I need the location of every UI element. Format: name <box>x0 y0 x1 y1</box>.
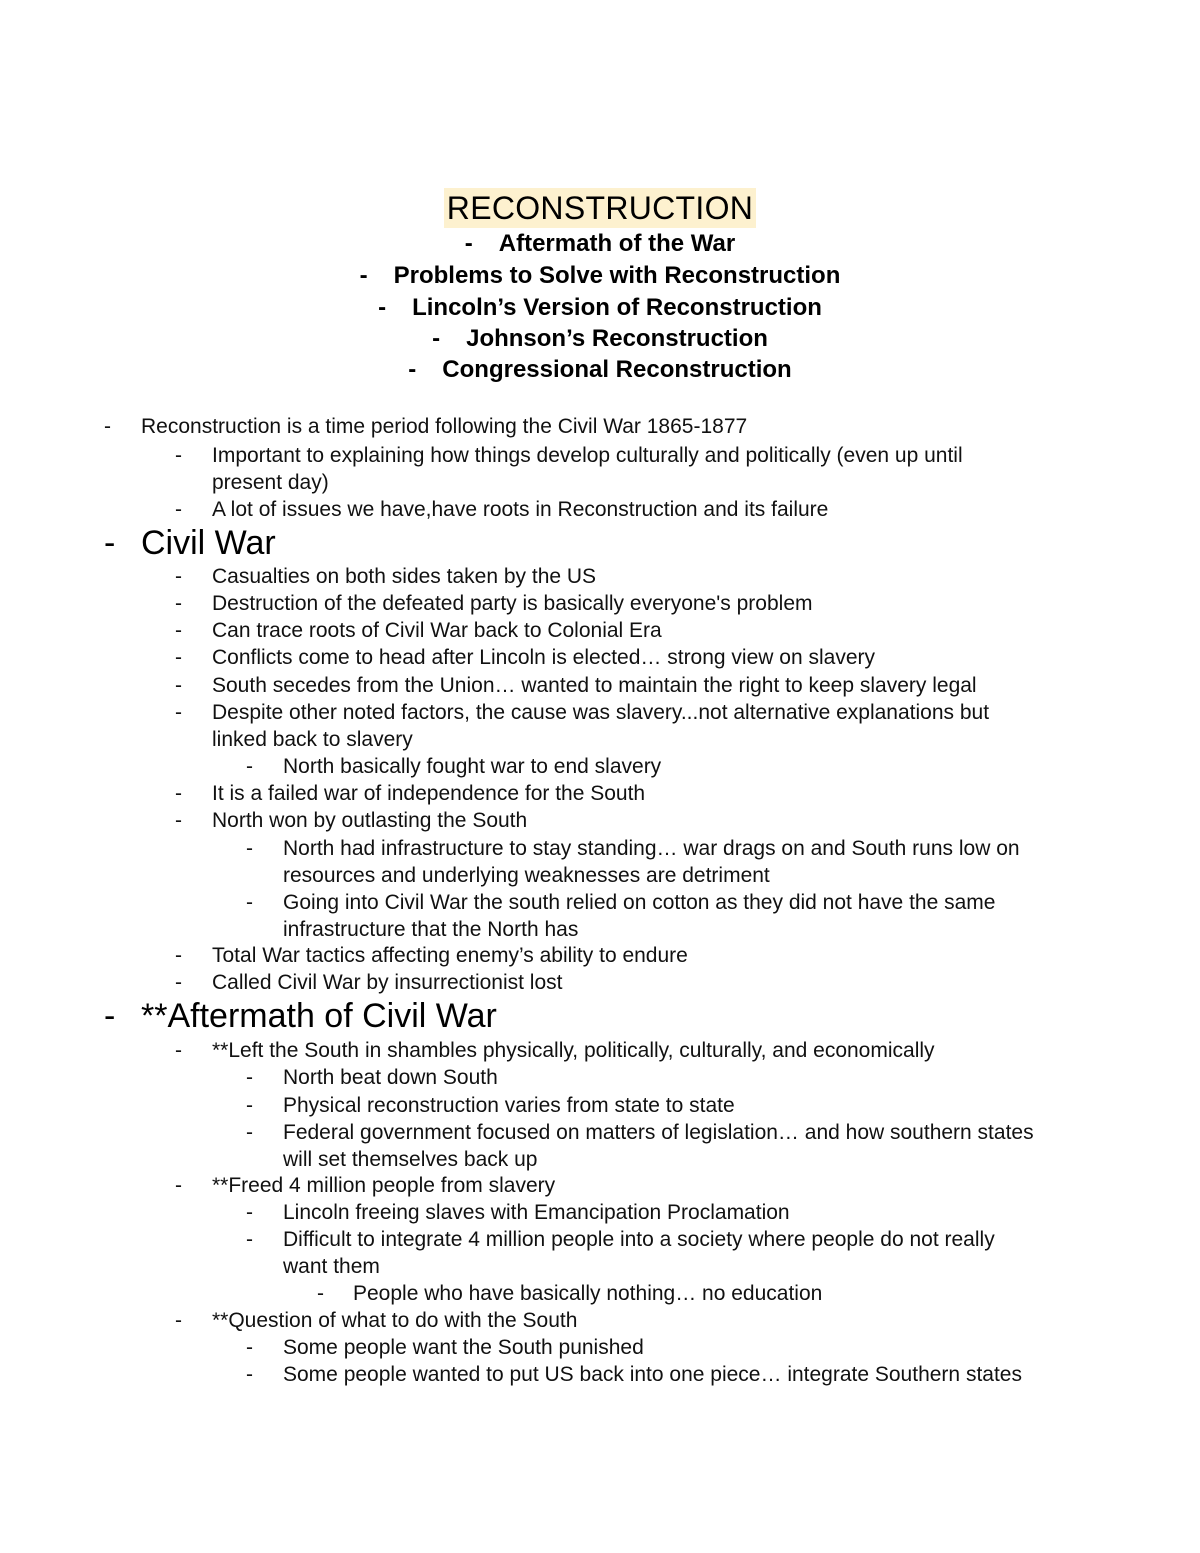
section-heading-civil-war: Civil War <box>141 524 276 562</box>
list-item-cont: will set themselves back up <box>283 1148 538 1171</box>
bullet-dash: - <box>246 1336 253 1359</box>
list-item: Physical reconstruction varies from state to state <box>283 1094 735 1117</box>
bullet-dash: - <box>175 1174 182 1197</box>
list-item-cont: infrastructure that the North has <box>283 918 579 941</box>
bullet-dash: - <box>175 809 182 832</box>
bullet-dash: - <box>175 444 182 467</box>
bullet-dash: - <box>175 592 182 615</box>
title-block <box>0 188 1200 228</box>
bullet-dash: - <box>175 782 182 805</box>
list-item-cont: want them <box>283 1255 380 1278</box>
list-item: **Question of what to do with the South <box>212 1309 578 1332</box>
bullet-dash: - <box>175 674 182 697</box>
bullet-dash: - <box>175 1039 182 1062</box>
bullet-dash: - <box>175 619 182 642</box>
bullet-dash: - <box>175 565 182 588</box>
list-item: Federal government focused on matters of legislation… and how southern states <box>283 1121 1034 1144</box>
list-item: North beat down South <box>283 1066 498 1089</box>
list-item: Some people want the South punished <box>283 1336 644 1359</box>
list-item: North won by outlasting the South <box>212 809 528 832</box>
list-item: South secedes from the Union… wanted to maintain the right to keep slavery legal <box>212 674 977 697</box>
bullet-dash: - <box>175 646 182 669</box>
list-item: Total War tactics affecting enemy’s ability to endure <box>212 944 688 967</box>
bullet-dash: - <box>246 1121 253 1144</box>
list-item: **Left the South in shambles physically, politically, culturally, and economically <box>212 1039 935 1062</box>
list-item-cont: linked back to slavery <box>212 728 413 751</box>
list-item: Called Civil War by insurrectionist lost <box>212 971 563 994</box>
bullet-dash: - <box>246 1066 253 1089</box>
heading-dash: - <box>104 997 116 1035</box>
list-item: North basically fought war to end slavery <box>283 755 662 778</box>
list-item: North had infrastructure to stay standing… war drags on and South runs low on <box>283 837 1020 860</box>
list-item: Lincoln freeing slaves with Emancipation Proclamation <box>283 1201 790 1224</box>
bullet-dash: - <box>246 755 253 778</box>
bullet-dash: - <box>317 1282 324 1305</box>
bullet-dash: - <box>246 1201 253 1224</box>
toc-item: - Congressional Reconstruction <box>408 356 792 383</box>
bullet-dash: - <box>104 415 111 438</box>
intro-item-cont: present day) <box>212 471 329 494</box>
bullet-dash: - <box>246 837 253 860</box>
toc-item: - Johnson’s Reconstruction <box>432 325 768 352</box>
toc-item: - Aftermath of the War <box>464 230 736 257</box>
list-item: **Freed 4 million people from slavery <box>212 1174 556 1197</box>
list-item: Difficult to integrate 4 million people into a society where people do not really <box>283 1228 995 1251</box>
list-item: Destruction of the defeated party is basically everyone's problem <box>212 592 813 615</box>
bullet-dash: - <box>175 701 182 724</box>
bullet-dash: - <box>175 1309 182 1332</box>
bullet-dash: - <box>175 971 182 994</box>
bullet-dash: - <box>246 1228 253 1251</box>
bullet-dash: - <box>246 891 253 914</box>
bullet-dash: - <box>175 944 182 967</box>
page-title: RECONSTRUCTION <box>444 188 756 228</box>
heading-dash: - <box>104 524 116 562</box>
list-item-cont: resources and underlying weaknesses are detriment <box>283 864 770 887</box>
intro-item: A lot of issues we have,have roots in Reconstruction and its failure <box>212 498 829 521</box>
intro-item: Important to explaining how things develop culturally and politically (even up until <box>212 444 963 467</box>
list-item: Despite other noted factors, the cause was slavery...not alternative explanations but <box>212 701 990 724</box>
list-item: Can trace roots of Civil War back to Colonial Era <box>212 619 662 642</box>
bullet-dash: - <box>246 1094 253 1117</box>
bullet-dash: - <box>175 498 182 521</box>
list-item: Some people wanted to put US back into one piece… integrate Southern states <box>283 1363 1022 1386</box>
intro-text: Reconstruction is a time period following the Civil War 1865-1877 <box>141 415 748 438</box>
toc-item: - Problems to Solve with Reconstruction <box>359 262 841 289</box>
list-item: Going into Civil War the south relied on cotton as they did not have the same <box>283 891 996 914</box>
bullet-dash: - <box>246 1363 253 1386</box>
list-item: People who have basically nothing… no education <box>353 1282 823 1305</box>
list-item: Conflicts come to head after Lincoln is elected… strong view on slavery <box>212 646 875 669</box>
list-item: Casualties on both sides taken by the US <box>212 565 597 588</box>
section-heading-aftermath: **Aftermath of Civil War <box>141 997 497 1035</box>
toc-item: - Lincoln’s Version of Reconstruction <box>378 294 822 321</box>
list-item: It is a failed war of independence for the South <box>212 782 646 805</box>
